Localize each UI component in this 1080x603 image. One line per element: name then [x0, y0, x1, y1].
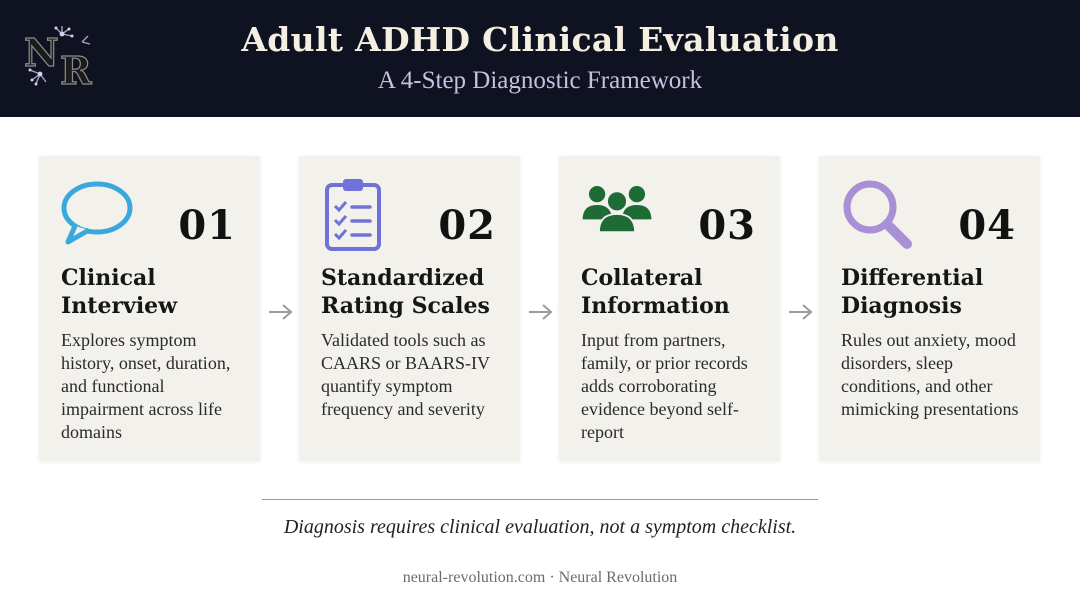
- step-card-rating-scales: [299, 156, 520, 461]
- right-arrow-icon: [788, 302, 814, 322]
- footer-credit: neural-revolution.com · Neural Revolution: [402, 569, 678, 586]
- step-title: [581, 264, 771, 320]
- step-card-clinical-interview: [39, 156, 260, 461]
- step-card-differential-diagnosis: [819, 156, 1040, 461]
- step-number: 02: [438, 202, 496, 249]
- step-number: 03: [698, 202, 756, 249]
- step-title: [321, 264, 511, 320]
- step-title: [841, 264, 1031, 320]
- logo-letter-n: N: [24, 30, 59, 75]
- right-arrow-icon: [268, 302, 294, 322]
- step-title-line: Information: [581, 293, 730, 319]
- step-title-line: Clinical: [61, 265, 156, 291]
- footer-divider: [262, 499, 818, 500]
- speech-bubble-icon: [59, 176, 135, 252]
- footer-note: Diagnosis requires clinical evaluation, not a symptom checklist.: [283, 516, 797, 538]
- step-description: Input from partners, family, or prior records adds corroborating evidence beyond self-report: [581, 330, 748, 442]
- step-title-line: Standardized: [321, 265, 485, 291]
- step-title: [61, 264, 251, 320]
- logo-letter-r: R: [60, 48, 92, 92]
- step-number: 04: [958, 202, 1016, 249]
- step-title-line: Rating Scales: [321, 293, 490, 319]
- step-title-line: Differential: [841, 265, 984, 291]
- page-title: Adult ADHD Clinical Evaluation: [241, 20, 839, 59]
- step-title-line: Interview: [61, 293, 178, 319]
- step-title-line: Diagnosis: [841, 293, 962, 319]
- step-card-collateral-information: [559, 156, 780, 461]
- page-subtitle: A 4-Step Diagnostic Framework: [377, 67, 703, 94]
- right-arrow-icon: [528, 302, 554, 322]
- step-title-line: Collateral: [581, 265, 703, 291]
- step-description: Validated tools such as CAARS or BAARS-IV quantify symptom frequency and severity: [321, 330, 490, 419]
- header-banner: [0, 0, 1080, 117]
- people-group-icon: [579, 176, 655, 252]
- magnifying-glass-icon: [839, 176, 915, 252]
- step-number: 01: [178, 202, 236, 249]
- step-description: Explores symptom history, onset, duration, and functional impairment across life domains: [61, 330, 231, 442]
- clipboard-checklist-icon: [319, 176, 395, 252]
- step-description: Rules out anxiety, mood disorders, sleep conditions, and other mimicking presentations: [841, 330, 1019, 419]
